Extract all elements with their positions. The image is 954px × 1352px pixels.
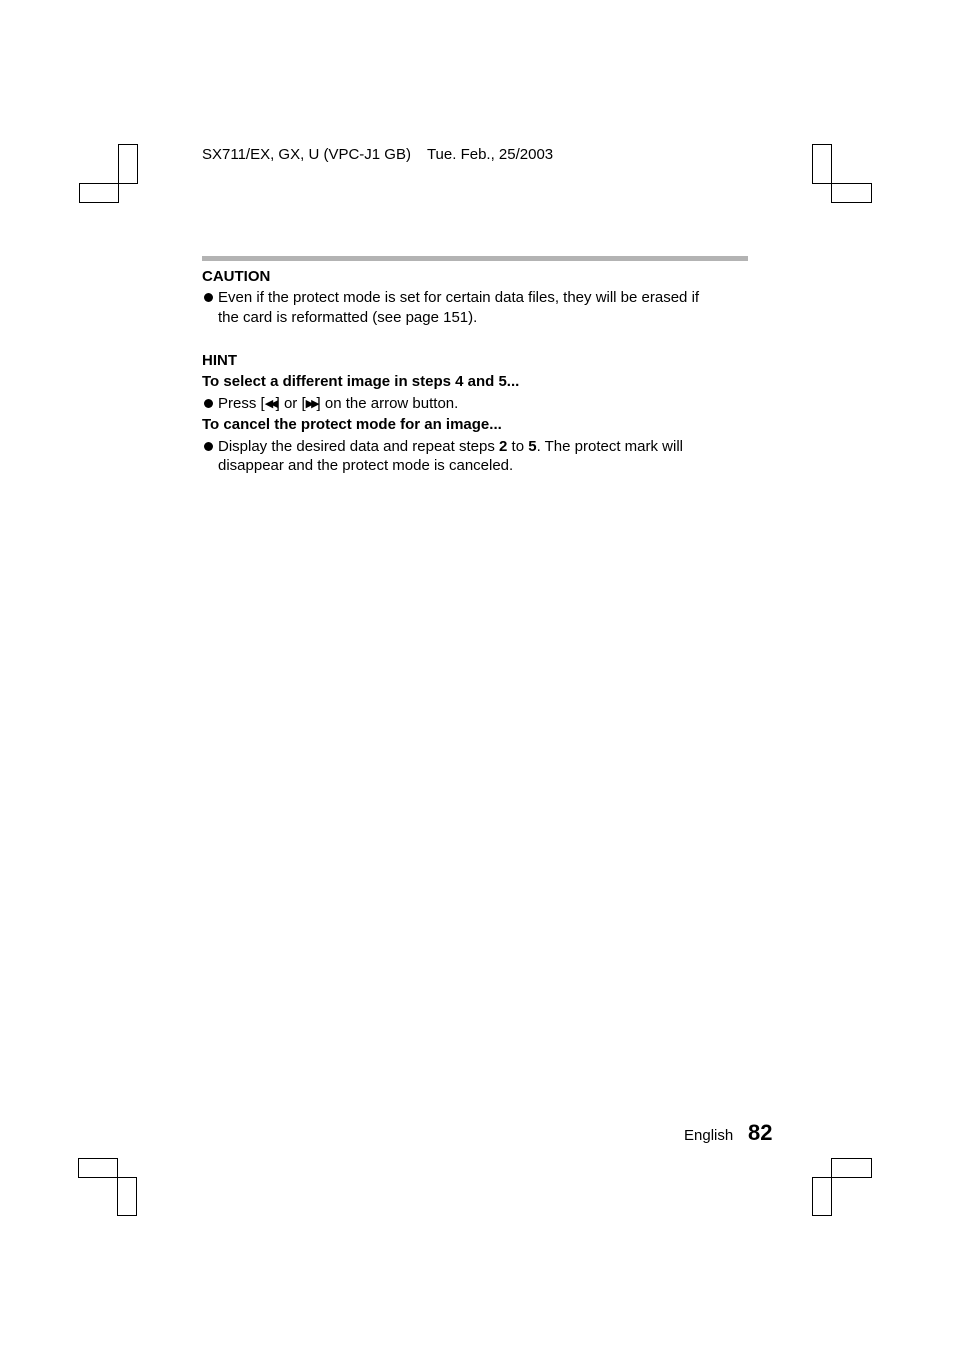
hint-subhead-cancel: To cancel the protect mode for an image...	[202, 416, 502, 433]
hint-title: HINT	[202, 352, 237, 369]
hint-text-press	[218, 394, 458, 414]
hint-text-cancel-line-2: disappear and the protect mode is canceled.	[218, 457, 514, 474]
header-date: Tue. Feb., 25/2003	[426, 146, 554, 163]
caution-title: CAUTION	[202, 268, 271, 285]
hint-cancel-pre: Display the desired data and repeat steps	[218, 438, 500, 455]
crop-mark-top-left-horizontal	[79, 183, 119, 203]
crop-mark-bottom-right-vertical	[812, 1177, 832, 1216]
crop-mark-bottom-right-horizontal	[831, 1158, 872, 1178]
caution-text-line-1: Even if the protect mode is set for certain data files, they will be erased if	[218, 289, 700, 306]
hint-cancel-step-2: 2	[499, 438, 508, 455]
hint-press-mid: ] or [	[275, 395, 306, 412]
crop-mark-top-right-horizontal	[831, 183, 872, 203]
crop-mark-bottom-left-vertical	[117, 1177, 137, 1216]
hint-cancel-step-5: 5	[528, 438, 537, 455]
crop-mark-bottom-left-horizontal	[78, 1158, 118, 1178]
bullet-icon	[204, 293, 213, 302]
caution-text-line-2: the card is reformatted (see page 151).	[218, 309, 478, 326]
hint-text-cancel-line-1	[218, 437, 683, 457]
section-divider	[202, 256, 748, 261]
hint-cancel-post: . The protect mark will	[536, 438, 683, 455]
footer-language: English	[684, 1127, 734, 1144]
header-model: SX711/EX, GX, U (VPC-J1 GB)	[202, 146, 411, 163]
crop-mark-top-right-vertical	[812, 144, 832, 184]
hint-press-pre: Press [	[218, 395, 265, 412]
hint-press-post: ] on the arrow button.	[316, 395, 459, 412]
hint-cancel-to: to	[507, 438, 529, 455]
page-number: 82	[748, 1120, 773, 1145]
bullet-icon	[204, 442, 213, 451]
hint-subhead-select: To select a different image in steps 4 and 5...	[202, 373, 520, 390]
print-header	[202, 146, 553, 163]
crop-mark-top-left-vertical	[118, 144, 138, 184]
bullet-icon	[204, 399, 213, 408]
rewind-double-left-icon: ◀◀	[264, 398, 276, 410]
fast-forward-double-right-icon: ▶▶	[305, 398, 317, 410]
